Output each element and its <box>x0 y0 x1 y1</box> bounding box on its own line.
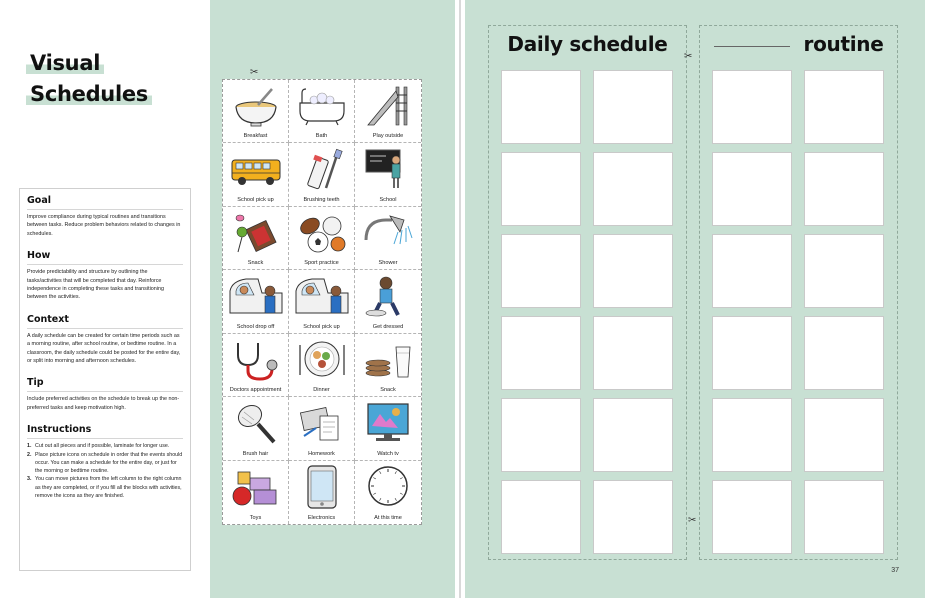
picture-card[interactable] <box>223 207 289 270</box>
schedule-slot[interactable] <box>593 316 673 390</box>
context-heading: Context <box>27 314 183 329</box>
routine-board <box>699 25 898 560</box>
car-dropoff-icon <box>228 273 284 319</box>
homework-icon <box>294 400 350 446</box>
scissors-icon: ✂ <box>684 51 693 62</box>
picture-card[interactable] <box>355 461 421 524</box>
card-label: At this time <box>374 514 402 521</box>
card-label: Doctors appointment <box>229 387 282 394</box>
daily-schedule-title: Daily schedule <box>507 32 668 56</box>
picture-card[interactable] <box>289 143 355 206</box>
card-label: Electronics <box>307 514 336 521</box>
card-label: Snack <box>380 387 396 394</box>
schedule-slot[interactable] <box>712 480 792 554</box>
card-label: Shower <box>378 260 398 267</box>
picture-card[interactable] <box>355 334 421 397</box>
context-text: A daily schedule can be created for certain time periods such as a morning routine, after school routine, or bedtime routine. In a classroom, the daily schedule could be posted for the entire day, or split into morning and afternoon schedules. <box>27 332 181 365</box>
left-page <box>0 0 455 598</box>
picture-card[interactable] <box>223 397 289 460</box>
schedule-slot[interactable] <box>804 316 884 390</box>
dinner-plate-icon <box>294 337 350 383</box>
card-label: School <box>379 196 397 203</box>
routine-title <box>700 32 897 56</box>
card-label: School pick up <box>237 196 274 203</box>
teacher-chalkboard-icon <box>360 146 416 192</box>
page-spine <box>455 0 465 598</box>
picture-card[interactable] <box>355 80 421 143</box>
schedule-slot[interactable] <box>501 152 581 226</box>
toys-icon <box>228 464 284 510</box>
picture-card[interactable] <box>223 461 289 524</box>
picture-card-grid <box>222 79 422 525</box>
picture-card[interactable] <box>289 80 355 143</box>
schedule-slot[interactable] <box>804 70 884 144</box>
card-label: Snack <box>247 260 264 267</box>
picture-card[interactable] <box>223 80 289 143</box>
daily-schedule-board <box>488 25 687 560</box>
card-label: School drop off <box>236 323 275 330</box>
schedule-slot[interactable] <box>593 234 673 308</box>
schedule-slot[interactable] <box>593 70 673 144</box>
card-label: Toys <box>249 514 262 521</box>
picture-card[interactable] <box>289 334 355 397</box>
schedule-slot[interactable] <box>501 234 581 308</box>
schedule-slot[interactable] <box>712 234 792 308</box>
picture-card[interactable] <box>289 397 355 460</box>
title-line-2: Schedules <box>26 81 152 107</box>
card-label: Play outside <box>372 133 404 140</box>
how-heading: How <box>27 250 183 265</box>
schedule-slot[interactable] <box>593 152 673 226</box>
card-label: Sport practice <box>304 260 339 267</box>
card-label: Bath <box>315 133 328 140</box>
child-dressing-icon <box>360 273 416 319</box>
candy-chocolate-icon <box>228 210 284 256</box>
picture-card[interactable] <box>355 143 421 206</box>
sports-balls-icon <box>294 210 350 256</box>
routine-slots <box>712 70 884 554</box>
picture-card[interactable] <box>223 270 289 333</box>
crackers-milk-icon <box>360 337 416 383</box>
schedule-slot[interactable] <box>501 70 581 144</box>
scissors-icon: ✂ <box>688 515 697 526</box>
bathtub-icon <box>294 83 350 129</box>
schedule-slot[interactable] <box>501 480 581 554</box>
info-box <box>19 188 191 571</box>
schedule-slot[interactable] <box>712 316 792 390</box>
how-text: Provide predictability and structure by outlining the tasks/activities that will be completed that day. Reinforce independence in completing these tasks and transitioning between the activities. <box>27 269 164 301</box>
hairbrush-icon <box>228 400 284 446</box>
instruction-step: 2. Place picture icons on schedule in order that the events should occur. You can make a schedule for the entire day, or just for the morning or bedtime routine. <box>27 451 183 475</box>
goal-heading: Goal <box>27 195 183 210</box>
stethoscope-icon <box>228 337 284 383</box>
instructions-heading: Instructions <box>27 424 183 439</box>
schedule-slot[interactable] <box>804 398 884 472</box>
schedule-slot[interactable] <box>712 70 792 144</box>
picture-card[interactable] <box>289 461 355 524</box>
tablet-icon <box>294 464 350 510</box>
schedule-slot[interactable] <box>712 152 792 226</box>
slide-icon <box>360 83 416 129</box>
shower-head-icon <box>360 210 416 256</box>
breakfast-bowl-icon <box>228 83 284 129</box>
scissors-icon: ✂ <box>250 67 259 78</box>
picture-card[interactable] <box>223 334 289 397</box>
schedule-slot[interactable] <box>501 398 581 472</box>
page-title <box>26 50 152 112</box>
schedule-slot[interactable] <box>804 152 884 226</box>
schedule-slot[interactable] <box>593 398 673 472</box>
card-label: Brush hair <box>242 450 269 457</box>
schedule-slot[interactable] <box>501 316 581 390</box>
television-icon <box>360 400 416 446</box>
schedule-slot[interactable] <box>712 398 792 472</box>
schedule-slot[interactable] <box>593 480 673 554</box>
instruction-step: 1. Cut out all pieces and if possible, laminate for longer use. <box>27 443 170 450</box>
clock-icon <box>360 464 416 510</box>
card-label: Homework <box>308 450 335 457</box>
picture-card[interactable] <box>289 270 355 333</box>
car-pickup-icon <box>294 273 350 319</box>
tip-text: Include preferred activities on the schedule to break up the non-preferred tasks and keep motivation high. <box>27 396 180 411</box>
picture-card[interactable] <box>289 207 355 270</box>
schedule-slot[interactable] <box>804 234 884 308</box>
card-label: Watch tv <box>377 450 399 457</box>
picture-card[interactable] <box>223 143 289 206</box>
instructions-list <box>27 442 183 500</box>
picture-card[interactable] <box>355 270 421 333</box>
title-line-1: Visual <box>26 50 104 76</box>
school-bus-icon <box>228 146 284 192</box>
picture-card[interactable] <box>355 207 421 270</box>
toothbrush-icon <box>294 146 350 192</box>
card-label: Brushing teeth <box>303 196 340 203</box>
card-label: School pick up <box>303 323 340 330</box>
schedule-slot[interactable] <box>804 480 884 554</box>
card-label: Get dressed <box>372 323 404 330</box>
picture-card[interactable] <box>355 397 421 460</box>
card-label: Dinner <box>313 387 330 394</box>
tip-heading: Tip <box>27 377 183 392</box>
instruction-step: 3. You can move pictures from the left column to the right column as they are completed, or if you fill all the blocks with activities, remove the icons as they are finished. <box>27 476 182 500</box>
daily-schedule-slots <box>501 70 673 554</box>
card-label: Breakfast <box>243 133 268 140</box>
goal-text: Improve compliance during typical routines and transitions between tasks. Reduce problem behaviors related to changes in schedules. <box>27 214 181 237</box>
routine-title-text: routine <box>803 32 884 56</box>
routine-name-blank[interactable] <box>714 46 790 47</box>
right-page <box>465 0 925 598</box>
page-number: 37 <box>891 567 899 574</box>
